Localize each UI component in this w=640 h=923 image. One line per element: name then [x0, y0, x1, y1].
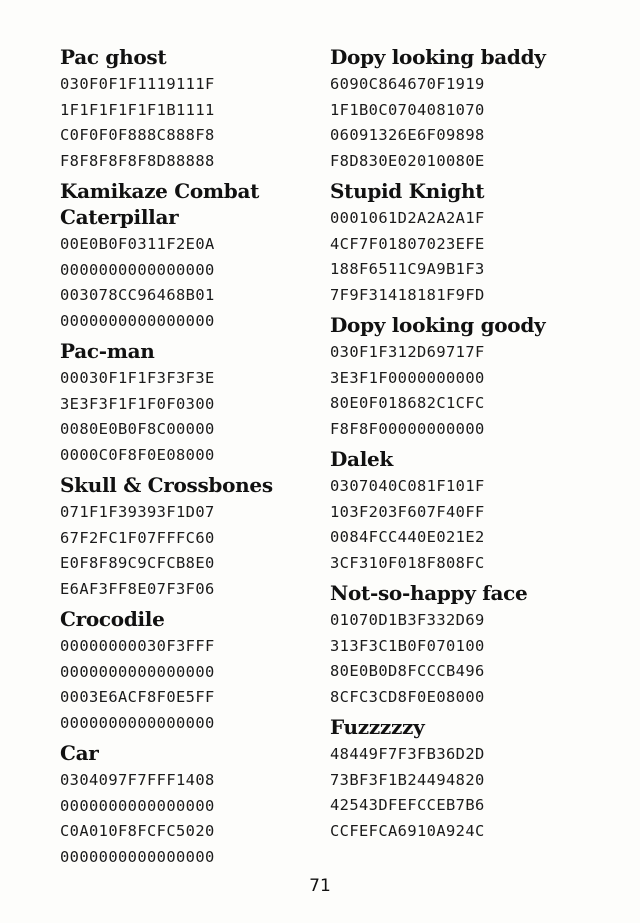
hex-line: 0307040C081F101F — [330, 477, 485, 495]
hex-line: 48449F7F3FB36D2D — [330, 745, 485, 763]
sprite-entry-pac-man — [60, 338, 330, 468]
sprite-entry-kamikaze-caterpillar — [60, 178, 330, 334]
sprite-title: Car — [60, 741, 99, 765]
hex-line: 103F203F607F40FF — [330, 502, 485, 521]
hex-line: 00E0B0F0311F2E0A — [60, 235, 215, 253]
hex-line: F8D830E02010080E — [330, 151, 485, 170]
hex-line: 6090C864670F1919 — [330, 75, 485, 93]
hex-line: E0F8F89C9CFCB8E0 — [60, 554, 215, 572]
hex-line: 1F1B0C0704081070 — [330, 100, 485, 119]
hex-line: 3E3F1F0000000000 — [330, 368, 485, 387]
hex-line: F8F8F8F8F8D88888 — [60, 151, 215, 170]
hex-line: 3E3F3F1F1F0F0300 — [60, 394, 215, 413]
hex-line: 80E0B0D8FCCCB496 — [330, 662, 485, 680]
sprite-entry-skull-crossbones — [60, 472, 330, 602]
left-column — [60, 44, 330, 870]
sprite-entry-dopy-goody — [330, 312, 630, 442]
hex-line: 4CF7F01807023EFE — [330, 234, 485, 253]
hex-line: 030F0F1F1119111F — [60, 75, 215, 93]
sprite-entry-stupid-knight — [330, 178, 630, 308]
sprite-title: Kamikaze Combat Caterpillar — [60, 179, 260, 229]
sprite-title: Dalek — [330, 447, 393, 471]
hex-line: 1F1F1F1F1F1B1111 — [60, 100, 215, 119]
hex-line: 0000000000000000 — [60, 662, 215, 681]
right-column — [330, 44, 630, 844]
sprite-title: Dopy looking goody — [330, 313, 546, 337]
hex-line: 80E0F018682C1CFC — [330, 394, 485, 412]
sprite-title: Fuzzzzzy — [330, 715, 425, 739]
hex-line: 0000000000000000 — [60, 847, 215, 866]
hex-line: 0000C0F8F0E08000 — [60, 445, 215, 464]
hex-line: 67F2FC1F07FFFC60 — [60, 528, 215, 547]
hex-line: CCFEFCA6910A924C — [330, 821, 485, 840]
hex-line: 0000000000000000 — [60, 713, 215, 732]
hex-line: 0001061D2A2A2A1F — [330, 209, 485, 227]
sprite-title: Not-so-happy face — [330, 581, 528, 605]
sprite-entry-car — [60, 740, 330, 870]
hex-line: 030F1F312D69717F — [330, 343, 485, 361]
sprite-entry-fuzzzzzy — [330, 714, 630, 844]
hex-line: 01070D1B3F332D69 — [330, 611, 485, 629]
hex-line: C0F0F0F888C888F8 — [60, 126, 215, 144]
sprite-entry-not-so-happy-face — [330, 580, 630, 710]
hex-line: 00000000030F3FFF — [60, 637, 215, 655]
sprite-title: Stupid Knight — [330, 179, 485, 203]
hex-line: 003078CC96468B01 — [60, 286, 215, 304]
hex-line: 06091326E6F09898 — [330, 126, 485, 144]
hex-line: 7F9F31418181F9FD — [330, 285, 485, 304]
hex-line: 00030F1F1F3F3F3E — [60, 369, 215, 387]
sprite-title: Skull & Crossbones — [60, 473, 273, 497]
sprite-entry-dalek — [330, 446, 630, 576]
hex-line: 0000000000000000 — [60, 260, 215, 279]
hex-line: 071F1F39393F1D07 — [60, 503, 215, 521]
hex-line: 188F6511C9A9B1F3 — [330, 260, 485, 278]
hex-line: 313F3C1B0F070100 — [330, 636, 485, 655]
sprite-title: Crocodile — [60, 607, 165, 631]
hex-line: 0304097F7FFF1408 — [60, 771, 215, 789]
hex-line: 3CF310F018F808FC — [330, 553, 485, 572]
sprite-title: Pac-man — [60, 339, 155, 363]
hex-line: 0003E6ACF8F0E5FF — [60, 688, 215, 706]
hex-line: 42543DFEFCCEB7B6 — [330, 796, 485, 814]
sprite-entry-pac-ghost — [60, 44, 330, 174]
hex-line: 8CFC3CD8F0E08000 — [330, 687, 485, 706]
hex-line: 0080E0B0F8C00000 — [60, 420, 215, 438]
hex-line: 0084FCC440E021E2 — [330, 528, 485, 546]
hex-line: 0000000000000000 — [60, 311, 215, 330]
hex-line: 73BF3F1B24494820 — [330, 770, 485, 789]
hex-line: 0000000000000000 — [60, 796, 215, 815]
hex-line: C0A010F8FCFC5020 — [60, 822, 215, 840]
hex-line: E6AF3FF8E07F3F06 — [60, 579, 215, 598]
sprite-title: Dopy looking baddy — [330, 45, 546, 69]
sprite-entry-crocodile — [60, 606, 330, 736]
sprite-entry-dopy-baddy — [330, 44, 630, 174]
hex-line: F8F8F00000000000 — [330, 419, 485, 438]
sprite-title: Pac ghost — [60, 45, 167, 69]
page-number: 71 — [309, 876, 331, 896]
